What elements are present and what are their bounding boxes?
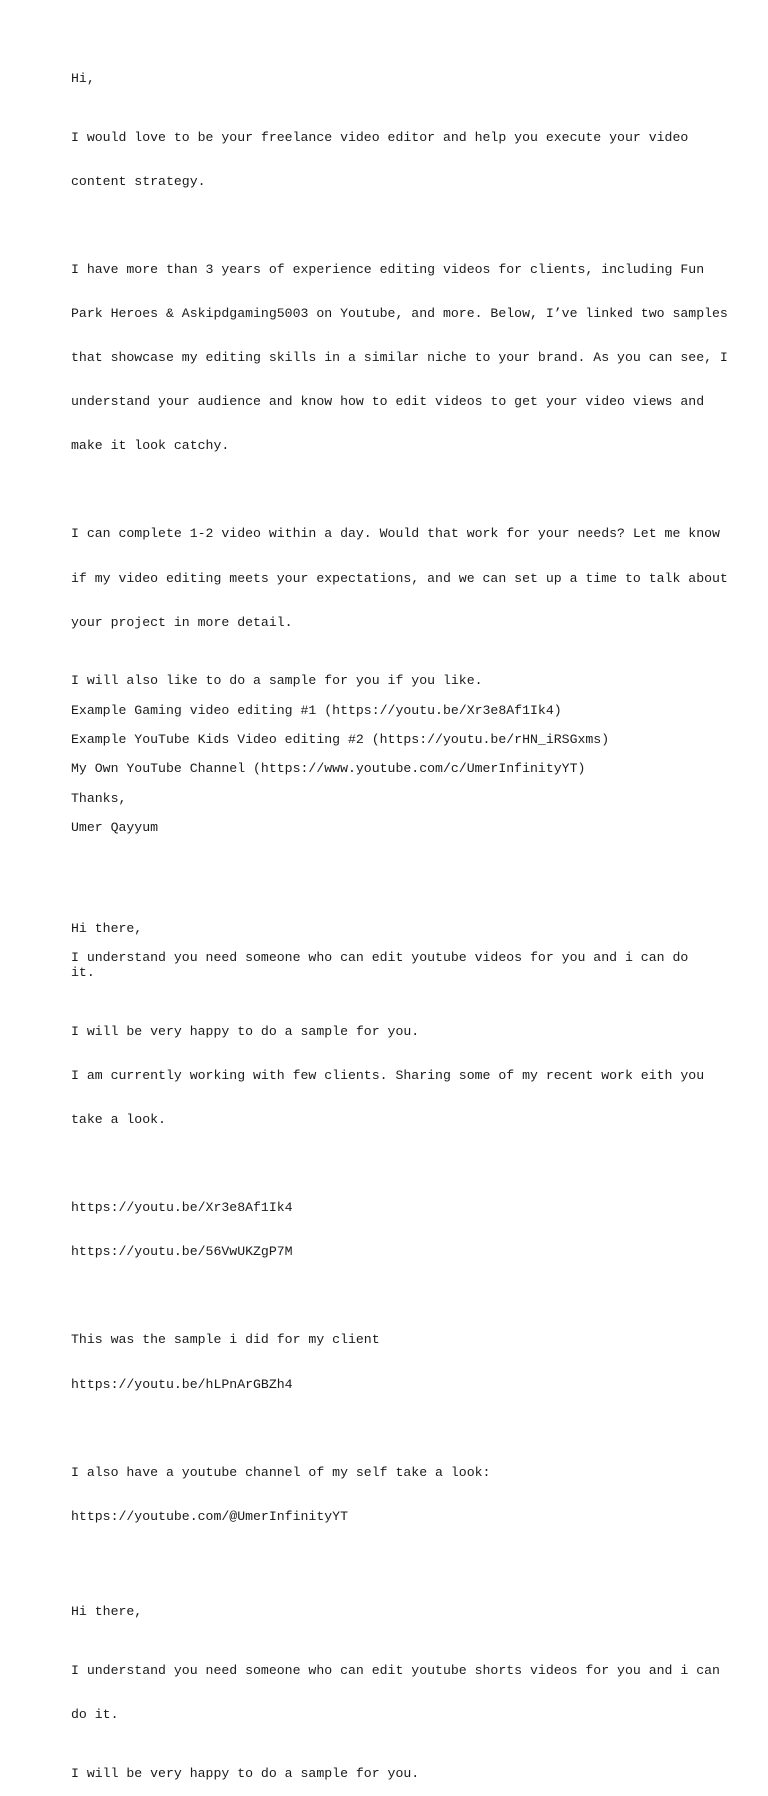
document-body — [71, 71, 728, 1796]
letter-3 — [71, 1604, 720, 1781]
sample-paragraph: I will be very happy to do a sample for you. I am currently working with few clients. Sharing some of my recent work eith you take a look. — [71, 1023, 705, 1128]
links-paragraph — [71, 1172, 711, 1290]
client-sample-paragraph: This was the sample i did for my client https://youtu.be/hLPnArGBZh4 — [71, 1304, 711, 1422]
channel-paragraph: I also have a youtube channel of my self take a look: https://youtube.com/@UmerInfinityYT — [71, 1436, 711, 1554]
link[interactable]: https://youtu.be/hLPnArGBZh4 — [71, 1376, 293, 1392]
link[interactable]: https://youtu.be/56VwUKZgP7M — [71, 1244, 293, 1260]
spacer — [71, 1568, 711, 1605]
intro-paragraph: I understand you need someone who can edit youtube videos for you and i can do it. — [71, 950, 697, 981]
sample-offer: I will be very happy to do a sample for you. — [71, 1765, 420, 1781]
experience-paragraph: I have more than 3 years of experience editing videos for clients, including Fun Park Heroes & Askipdgaming5003 on Youtube, and more. Below, I’ve linked two samples that showcase my editing skills in a similar niche to your brand. As you can see, I understand your audience and know how to edit videos to get your video views and make it look catchy. — [71, 261, 728, 454]
letter-1 — [71, 71, 728, 836]
availability-paragraph: I can complete 1-2 video within a day. Would that work for your needs? Let me know if my video editing meets your expectations, and we can set up a time to talk about your project in more detail. — [71, 526, 728, 630]
thanks: Thanks, — [71, 790, 127, 806]
link[interactable]: https://youtu.be/Xr3e8Af1Ik4 — [71, 1200, 293, 1216]
greeting: Hi, — [71, 71, 95, 86]
letter-2 — [71, 922, 711, 1554]
example-link-2[interactable]: Example YouTube Kids Video editing #2 (https://youtu.be/rHN_iRSGxms) — [71, 731, 610, 747]
example-link-1[interactable]: Example Gaming video editing #1 (https://youtu.be/Xr3e8Af1Ik4) — [71, 702, 562, 718]
channel-link[interactable]: My Own YouTube Channel (https://www.youtube.com/c/UmerInfinityYT) — [71, 761, 586, 777]
intro-paragraph: I understand you need someone who can edit youtube shorts videos for you and i can do it. — [71, 1663, 720, 1723]
intro-paragraph: I would love to be your freelance video editor and help you execute your video content strategy. — [71, 129, 689, 189]
greeting: Hi there, — [71, 921, 143, 937]
spacer — [71, 850, 711, 922]
link[interactable]: https://youtube.com/@UmerInfinityYT — [71, 1508, 348, 1524]
signature: Umer Qayyum — [71, 819, 159, 835]
sample-offer: I will also like to do a sample for you if you like. — [71, 673, 483, 689]
greeting: Hi there, — [71, 1604, 143, 1620]
